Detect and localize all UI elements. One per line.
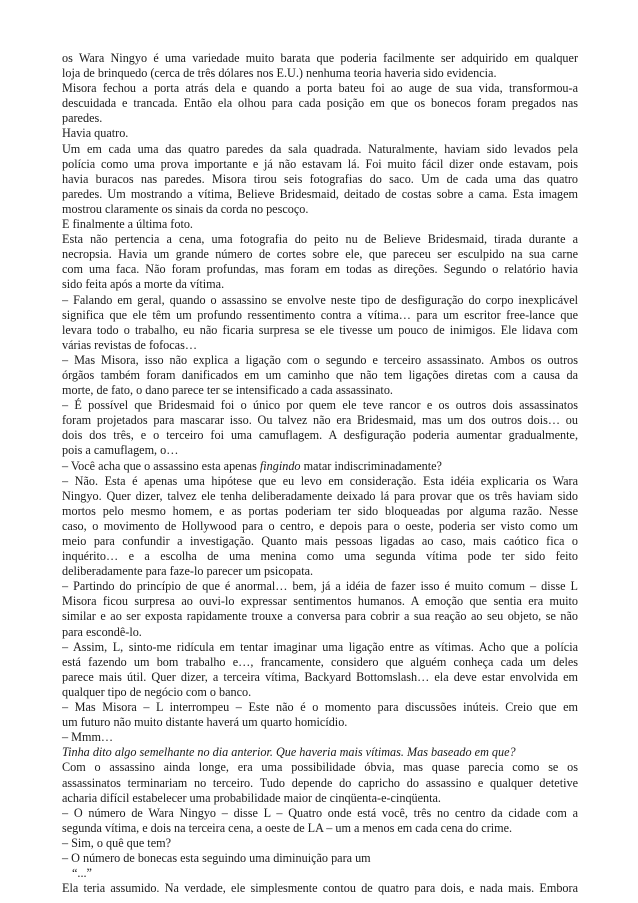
text-line: Ela teria assumido. Na verdade, ele simplesmente contou de quatro para dois, e nada mais. Embora (62, 881, 578, 896)
text-line (62, 459, 578, 474)
text-line: está fazendo um bom trabalho e…, francamente, considero que alguém conheça cada um deles (62, 654, 578, 669)
text-line: havia buracos nas paredes. Misora tirou seis fotografias do saco. Um de cada uma das quatro (62, 171, 578, 186)
text-line: segunda vítima, e dois na terceira cena, a oeste de LA – um a menos em cada cena do crime. (62, 820, 513, 835)
text-line: dois dos três, e o terceiro foi uma camuflagem. A desfiguração poderia aumentar gradualmente, (62, 428, 578, 443)
text-line: pois a camuflagem, o… (62, 443, 179, 458)
text-line: necropsia. Havia um grande número de cortes sobre ele, que pareceu ser esculpido na sua carne (62, 247, 578, 262)
text-line: acharia difícil estabelecer uma probabilidade maior de cinqüenta-e-cinqüenta. (62, 790, 441, 805)
text-line: assassinatos terminariam no terceiro. Tudo depende do capricho do assassino e qualquer detetive (62, 775, 578, 790)
text-line: – Assim, L, sinto-me ridícula em tentar imaginar uma ligação entre as vítimas. Acho que a polícia (62, 639, 578, 654)
text-line: qualquer tipo de negócio com o banco. (62, 684, 252, 699)
text-line: significa que ele têm um profundo ressentimento contra a vítima… para um escritor free-lance que (62, 307, 578, 322)
body-text (62, 51, 578, 896)
text-line: descuidada e trancada. Então ela olhou para cada posição em que os bonecos foram pregados nas (62, 96, 578, 111)
text-line: sido feita após a morte da vítima. (62, 277, 225, 292)
text-line: Esta não pertencia a cena, uma fotografia do peito nu de Believe Bridesmaid, tirada durante a (62, 232, 578, 247)
text-line: loja de brinquedo (cerca de três dólares nos E.U.) nenhuma teoria haveria sido evidencia. (62, 66, 497, 81)
text-line: com uma faca. Não foram profundas, mas foram em todas as direções. Segundo o relatório havia (62, 262, 578, 277)
text-line: – O número de bonecas esta seguindo uma diminuição para um (62, 850, 371, 865)
text-line: um futuro não muito distante haverá um quarto homicídio. (62, 715, 348, 730)
text-line: Misora fechou a porta atrás dela e quando a porta bateu foi ao auge de sua vida, transformou-a (62, 81, 578, 96)
text-line: polícia como uma prova importante e já não estavam lá. Foi muito fácil dizer onde estavam, pois (62, 156, 578, 171)
text-line: caso, o movimento de Hollywood para o centro, e depois para o oeste, poderia ser visto como um (62, 518, 578, 533)
text-line: mortos pelo mesmo homem, e as portas poderiam ter sido bloqueadas por alguma razão. Nesse (62, 503, 578, 518)
text-line: – É possível que Bridesmaid foi o único por quem ele teve rancor e os outros dois assassinatos (62, 398, 578, 413)
text-line: similar e ao ser exposta rapidamente trouxe a conversa para cobrir a sua reação ao seu objeto, se não (62, 609, 578, 624)
italic-text: Tinha dito algo semelhante no dia anterior. Que haveria mais vítimas. Mas baseado em que? (62, 745, 516, 760)
text-segment: – Você acha que o assassino esta apenas (62, 458, 260, 473)
text-line: “...” (72, 866, 92, 881)
text-line (62, 745, 578, 760)
text-line: Com o assassino ainda longe, era uma possibilidade óbvia, mas quase parecia como se os (62, 760, 578, 775)
text-line: paredes. (62, 111, 103, 126)
text-line: parece mais útil. Quer dizer, a terceira vítima, Backyard Bottomslash… ela deve estar envolvida em (62, 669, 578, 684)
text-line: Misora ficou surpresa ao ouvi-lo expressar sentimentos humanos. A emoção que sentia era muito (62, 594, 578, 609)
text-line: – Falando em geral, quando o assassino se envolve neste tipo de desfiguração do corpo inexplicável (62, 292, 578, 307)
text-line: E finalmente a última foto. (62, 217, 193, 232)
text-line: os Wara Ningyo é uma variedade muito barata que poderia facilmente ser adquirido em qualquer (62, 51, 578, 65)
text-line: Havia quatro. (62, 126, 129, 141)
text-line: – Sim, o quê que tem? (62, 835, 171, 850)
text-line: Um em cada uma das quatro paredes da sala quadrada. Naturalmente, haviam sido levados pela (62, 141, 578, 156)
text-line: Ningyo. Quer dizer, talvez ele tenha deliberadamente deixado lá para provar que os três haviam sido (62, 488, 578, 503)
text-line: para escondê-lo. (62, 624, 142, 639)
text-line: – Mas Misora, isso não explica a ligação com o segundo e terceiro assassinato. Ambos os outros (62, 352, 578, 367)
text-line: – Partindo do princípio de que é anormal… bem, já a idéia de fazer isso é muito comum – disse L (62, 579, 578, 594)
text-line: – Mmm… (62, 730, 114, 745)
text-line: órgãos também foram danificados em um caminho que não tem ligações diretas com a causa da (62, 367, 578, 382)
text-line: morte, de fato, o dano parece ter se intensificado a cada assassinato. (62, 383, 393, 398)
text-line: – Não. Esta é apenas uma hipótese que eu levo em consideração. Esta idéia explicaria os Wara (62, 473, 578, 488)
text-line: – O número de Wara Ningyo – disse L – Quatro onde está você, três no centro da cidade com a (62, 805, 578, 820)
text-line: meio para confundir a investigação. Quanto mais pessoas ligadas ao caso, mais caótico fica o (62, 534, 578, 548)
text-line: – Mas Misora – L interrompeu – Este não é o momento para discussões inúteis. Creio que em (62, 700, 578, 715)
text-line: várias revistas de fofocas… (62, 337, 198, 352)
text-line: paredes. Um mostrando a vítima, Believe Bridesmaid, deitado de costas sobre a cama. Esta imagem (62, 186, 578, 201)
text-segment: matar indiscriminadamente? (300, 458, 442, 473)
text-line: levara todo o trabalho, eu não ficaria surpresa se ele tivesse um pouco de inimigos. Ele lidava com (62, 322, 578, 337)
text-line: mostrou claramente os sinais da corda no pescoço. (62, 201, 309, 216)
text-line: deliberadamente para faze-lo parecer um psicopata. (62, 564, 314, 579)
text-line: foram projetados para mascarar isso. Ou talvez não era Bridesmaid, mas um dos outros dois… ou (62, 413, 578, 428)
italic-text: fingindo (259, 458, 301, 473)
text-line: inquérito… e a escolha de uma menina como uma segunda vítima pode ter sido feito (62, 549, 578, 564)
